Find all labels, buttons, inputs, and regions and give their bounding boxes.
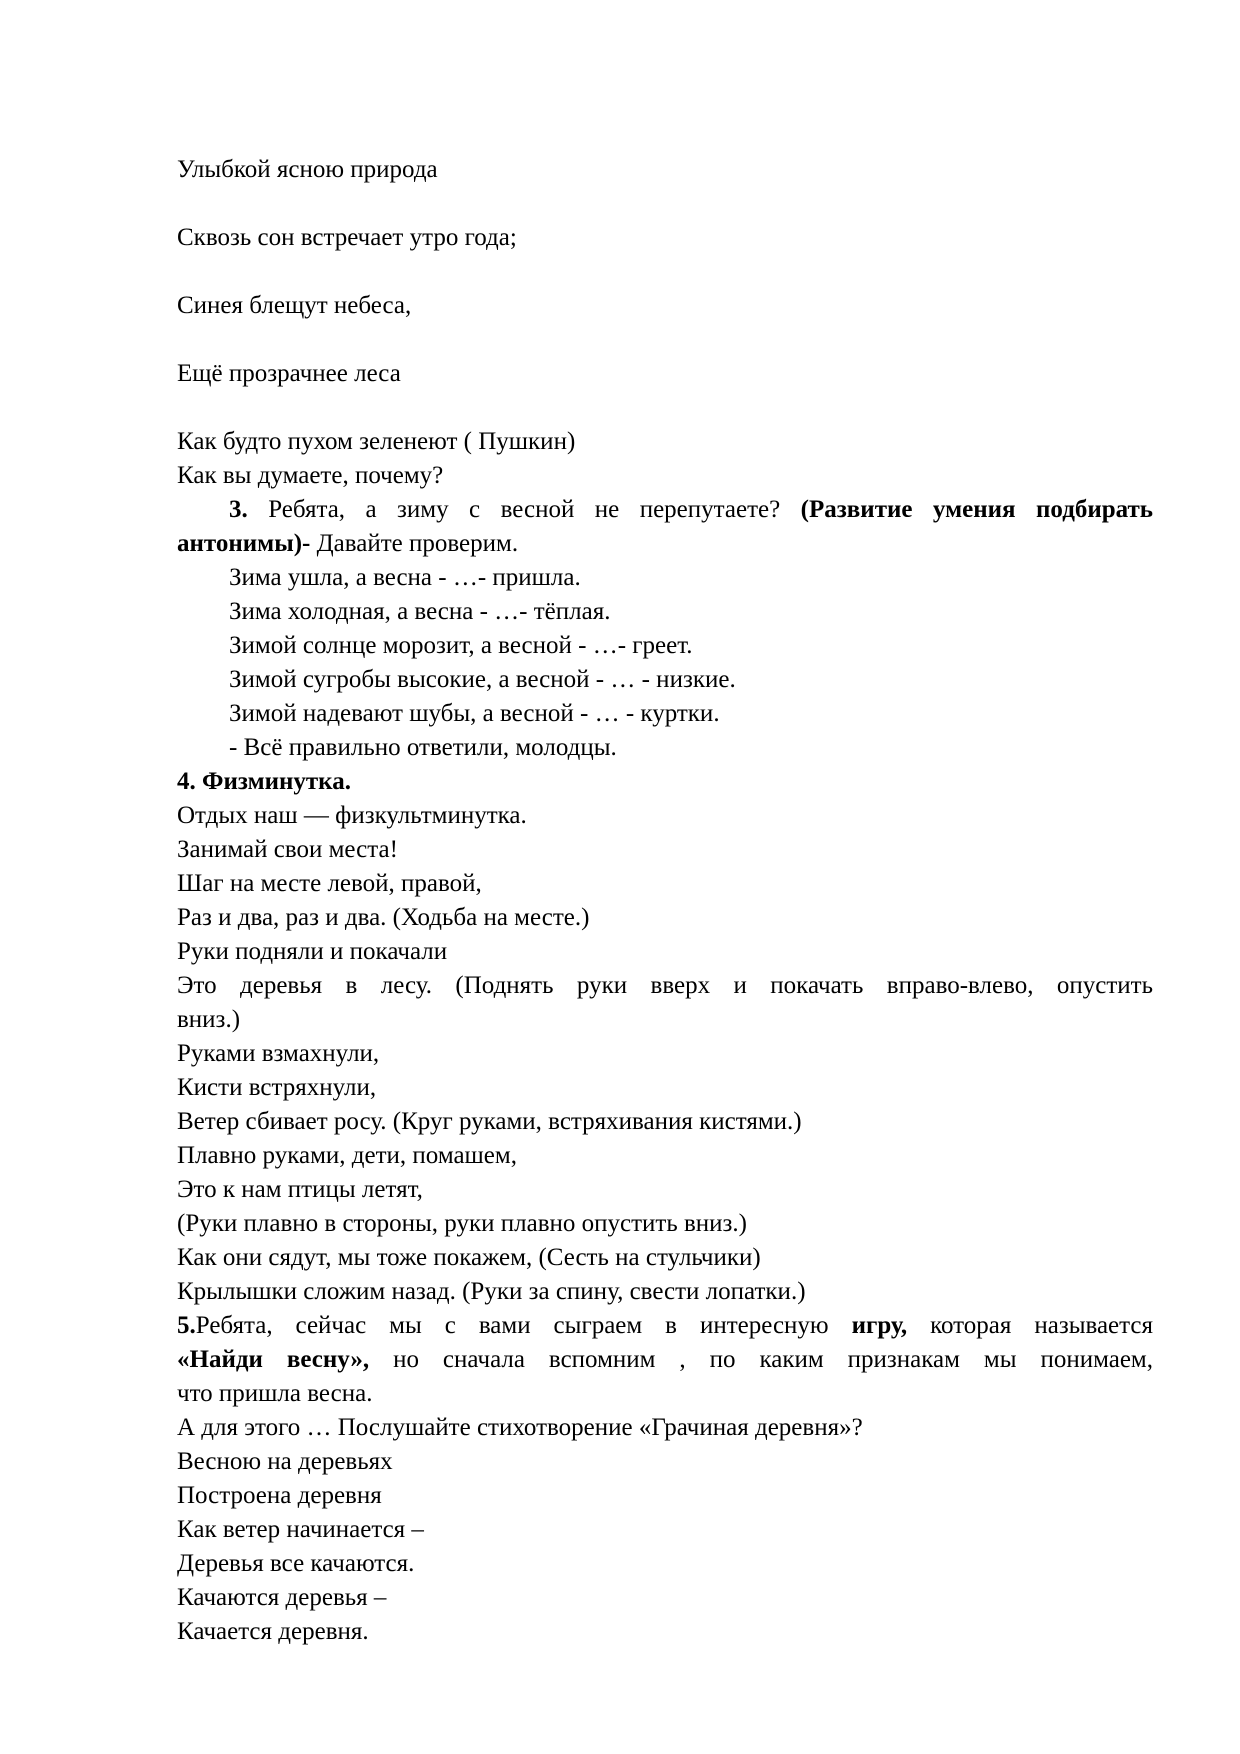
exercise-line: Как они сядут, мы тоже покажем, (Сесть на стульчики) — [177, 1244, 761, 1271]
exercise-line: Руки подняли и покачали — [177, 938, 448, 965]
poem-line-3: Синея блещут небеса, — [177, 292, 412, 319]
exercise-line: Крылышки сложим назад. (Руки за спину, свести лопатки.) — [177, 1278, 806, 1305]
section-3-text-2: Давайте проверим. — [310, 530, 519, 557]
section-4-title-text: 4. Физминутка. — [177, 768, 351, 795]
poem-2-line: Как ветер начинается – — [177, 1516, 424, 1543]
poem-2-line: Весною на деревьях — [177, 1448, 393, 1475]
section-5-text: Ребята, сейчас мы с вами сыграем в интересную — [195, 1312, 852, 1339]
antonym-item: Зимой надевают шубы, а весной - … - куртки. — [229, 700, 720, 727]
antonym-item: Зимой сугробы высокие, а весной - … - низкие. — [229, 666, 736, 693]
section-5-bold: игру, — [851, 1312, 908, 1339]
exercise-line: Ветер сбивает росу. (Круг руками, встряхивания кистями.) — [177, 1108, 802, 1135]
section-3-bold-2: антонимы)- — [177, 530, 311, 557]
question-text: Как вы думаете, почему? — [177, 462, 444, 489]
exercise-line: Это к нам птицы летят, — [177, 1176, 423, 1203]
poem-line-1: Улыбкой ясною природа — [177, 156, 438, 183]
exercise-line: Кисти встряхнули, — [177, 1074, 377, 1101]
section-3-line-1 — [229, 493, 1153, 527]
poem-line-2: Сквозь сон встречает утро года; — [177, 224, 517, 251]
poem-line-4: Ещё прозрачнее леса — [177, 360, 401, 387]
section-4-title — [177, 765, 351, 799]
exercise-line: Руками взмахнули, — [177, 1040, 380, 1067]
antonym-item: - Всё правильно ответили, молодцы. — [229, 734, 617, 761]
exercise-line: Занимай свои места! — [177, 836, 398, 863]
section-3-number: 3. — [229, 496, 248, 523]
section-3-line-2 — [177, 527, 518, 561]
antonym-item: Зима ушла, а весна - …- пришла. — [229, 564, 581, 591]
exercise-line: Раз и два, раз и два. (Ходьба на месте.) — [177, 904, 590, 931]
section-5-intro: А для этого … Послушайте стихотворение «Грачиная деревня»? — [177, 1414, 863, 1441]
section-5-line-1 — [177, 1309, 1153, 1343]
section-5-line-2 — [177, 1343, 1153, 1377]
section-5-line-3: что пришла весна. — [177, 1380, 373, 1407]
poem-2-line: Качается деревня. — [177, 1618, 369, 1645]
section-5-text-2: которая называется — [907, 1312, 1153, 1339]
exercise-line: (Руки плавно в стороны, руки плавно опустить вниз.) — [177, 1210, 748, 1237]
section-5-number: 5. — [177, 1312, 196, 1339]
poem-2-line: Построена деревня — [177, 1482, 382, 1509]
poem-line-5: Как будто пухом зеленеют ( Пушкин) — [177, 428, 576, 455]
section-5-text-3: но сначала вспомним , по каким признакам мы понимаем, — [369, 1346, 1153, 1373]
exercise-line: Отдых наш — физкультминутка. — [177, 802, 527, 829]
exercise-line: Шаг на месте левой, правой, — [177, 870, 482, 897]
poem-2-line: Деревья все качаются. — [177, 1550, 415, 1577]
antonym-item: Зима холодная, а весна - …- тёплая. — [229, 598, 611, 625]
antonym-item: Зимой солнце морозит, а весной - …- греет. — [229, 632, 693, 659]
section-3-text: Ребята, а зиму с весной не перепутаете? — [247, 496, 801, 523]
exercise-line: Плавно руками, дети, помашем, — [177, 1142, 517, 1169]
exercise-line: Это деревья в лесу. (Поднять руки вверх и покачать вправо-влево, опустить — [177, 972, 1153, 999]
game-name: «Найди весну», — [177, 1346, 370, 1373]
section-3-bold: (Развитие умения подбирать — [800, 496, 1154, 523]
poem-2-line: Качаются деревья – — [177, 1584, 387, 1611]
exercise-line: вниз.) — [177, 1006, 241, 1033]
